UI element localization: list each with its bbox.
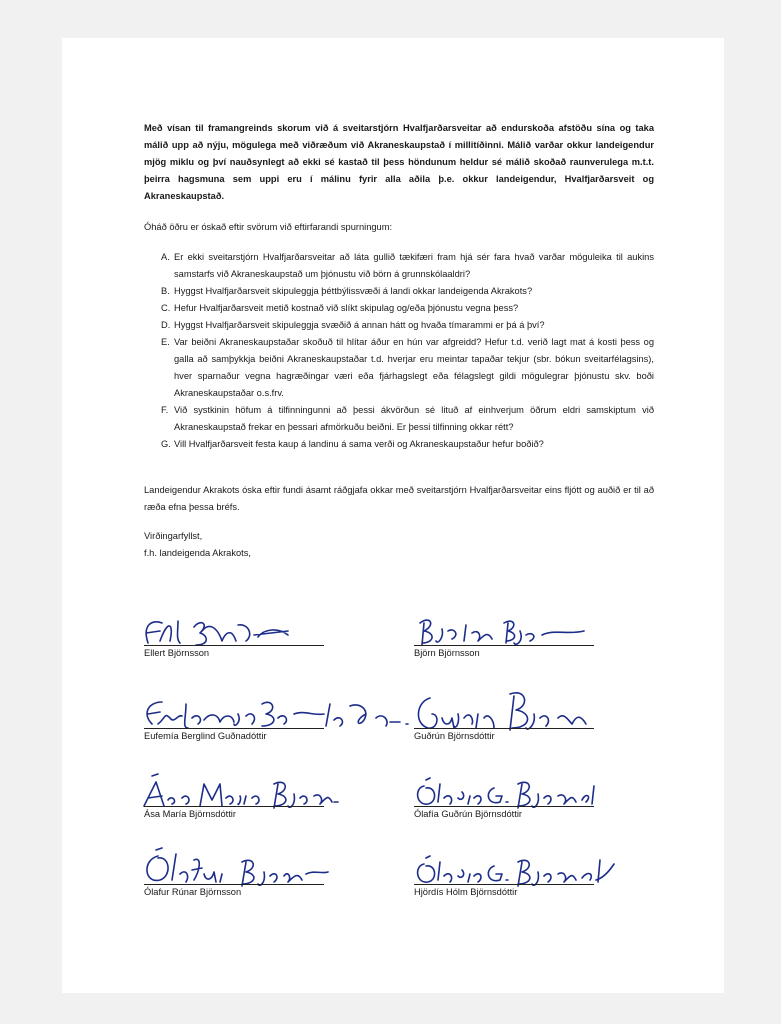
signatory-name: Eufemía Berglind Guðnadóttir xyxy=(144,731,267,741)
signatory-name: Guðrún Björnsdóttir xyxy=(414,731,495,741)
question-letter: A. xyxy=(161,252,170,262)
questions-list xyxy=(144,249,654,453)
question-item xyxy=(144,300,654,317)
signatory-name: Hjördís Hólm Björnsdóttir xyxy=(414,887,518,897)
signatory-name: Ólafía Guðrún Björnsdóttir xyxy=(414,809,522,819)
question-text: Vill Hvalfjarðarsveit festa kaup á landinu á sama verði og Akraneskaupstaður hefur boðið? xyxy=(174,439,544,449)
signatory-name: Ólafur Rúnar Björnsson xyxy=(144,887,242,897)
question-item xyxy=(144,283,654,300)
question-item xyxy=(144,402,654,436)
signatory-name: Ása María Björnsdóttir xyxy=(144,809,236,819)
question-text: Hyggst Hvalfjarðarsveit skipuleggja þéttbýlissvæði á landi okkar landeigenda Akrakots? xyxy=(174,286,533,296)
question-item xyxy=(144,436,654,453)
letter-body xyxy=(144,120,654,562)
question-text: Við systkinin höfum á tilfinningunni að þessi ákvörðun sé lituð af einhverjum öðrum eldri samskiptum við Akraneskaupstað frekar en þessari afmörkuðu beiðni. Er þessi tilfinning okkar rétt? xyxy=(174,405,654,432)
question-text: Er ekki sveitarstjórn Hvalfjarðarsveitar að láta gullið tækifæri fram hjá sér fara hvað varðar möguleika til aukins samstarfs við Akraneskaupstað um þjónustu við börn á grunnskólaaldri? xyxy=(174,252,654,279)
handwritten-signature xyxy=(408,840,628,890)
question-item xyxy=(144,334,654,402)
question-letter: B. xyxy=(161,286,170,296)
closing-on-behalf: f.h. landeigenda Akrakots, xyxy=(144,548,251,558)
intro-paragraph: Með vísan til framangreinds skorum við á sveitarstjórn Hvalfjarðarsveitar að endurskoða afstöðu sína og taka málið upp að nýju, mögulega með viðræðum við Akraneskaupstað í millitíðinni. Málið varðar okkur landeigendur mjög miklu og því nauðsynlegt að ekki sé kastað til þess höndunum heldur sé málið skoðað raunverulega m.t.t. þeirra hagsmuna sem uppi eru í málinu fyrir alla aðila þ.e. okkur landeigendur, Hvalfjarðarsveit og Akraneskaupstað. xyxy=(144,123,654,201)
question-letter: E. xyxy=(161,337,170,347)
handwritten-signature xyxy=(138,684,418,734)
handwritten-signature xyxy=(408,762,608,812)
question-letter: D. xyxy=(161,320,171,330)
question-letter: G. xyxy=(161,439,171,449)
handwritten-signature xyxy=(138,840,358,890)
question-letter: F. xyxy=(161,405,169,415)
meeting-request: Landeigendur Akrakots óska eftir fundi ásamt ráðgjafa okkar með sveitarstjórn Hvalfjarðarsveitar eins fljótt og auðið er til að ræða efna þessa bréfs. xyxy=(144,485,654,512)
signatory-name: Ellert Björnsson xyxy=(144,648,210,658)
question-text: Var beiðni Akraneskaupstaðar skoðuð til hlítar áður en hún var afgreidd? Hefur t.d. verið lagt mat á kosti þess og galla að samþykkja beiðni Akraneskaupstaðar t.d. hverjar eru meintar tapaðar tekjur (sbr. bókun sveitarfélagsins), hver sparnaður vegna hagræðingar væri eða fjárhagslegt eða félagslegt gildi mögulegrar þjónustu skv. boði Akraneskaupstaðar o.s.frv. xyxy=(174,337,654,398)
question-item xyxy=(144,249,654,283)
closing-salutation: Virðingarfyllst, xyxy=(144,531,203,541)
questions-intro: Óháð öðru er óskað eftir svörum við eftirfarandi spurningum: xyxy=(144,222,393,232)
handwritten-signature xyxy=(138,762,358,812)
handwritten-signature xyxy=(408,601,608,651)
question-text: Hefur Hvalfjarðarsveit metið kostnað við slíkt skipulag og/eða þjónustu vegna þess? xyxy=(174,303,519,313)
question-letter: C. xyxy=(161,303,171,313)
question-item xyxy=(144,317,654,334)
letter-page xyxy=(62,38,724,993)
question-text: Hyggst Hvalfjarðarsveit skipuleggja svæðið á annan hátt og hvaða tímarammi er þá á því? xyxy=(174,320,545,330)
signatory-name: Björn Björnsson xyxy=(414,648,480,658)
handwritten-signature xyxy=(138,601,338,651)
